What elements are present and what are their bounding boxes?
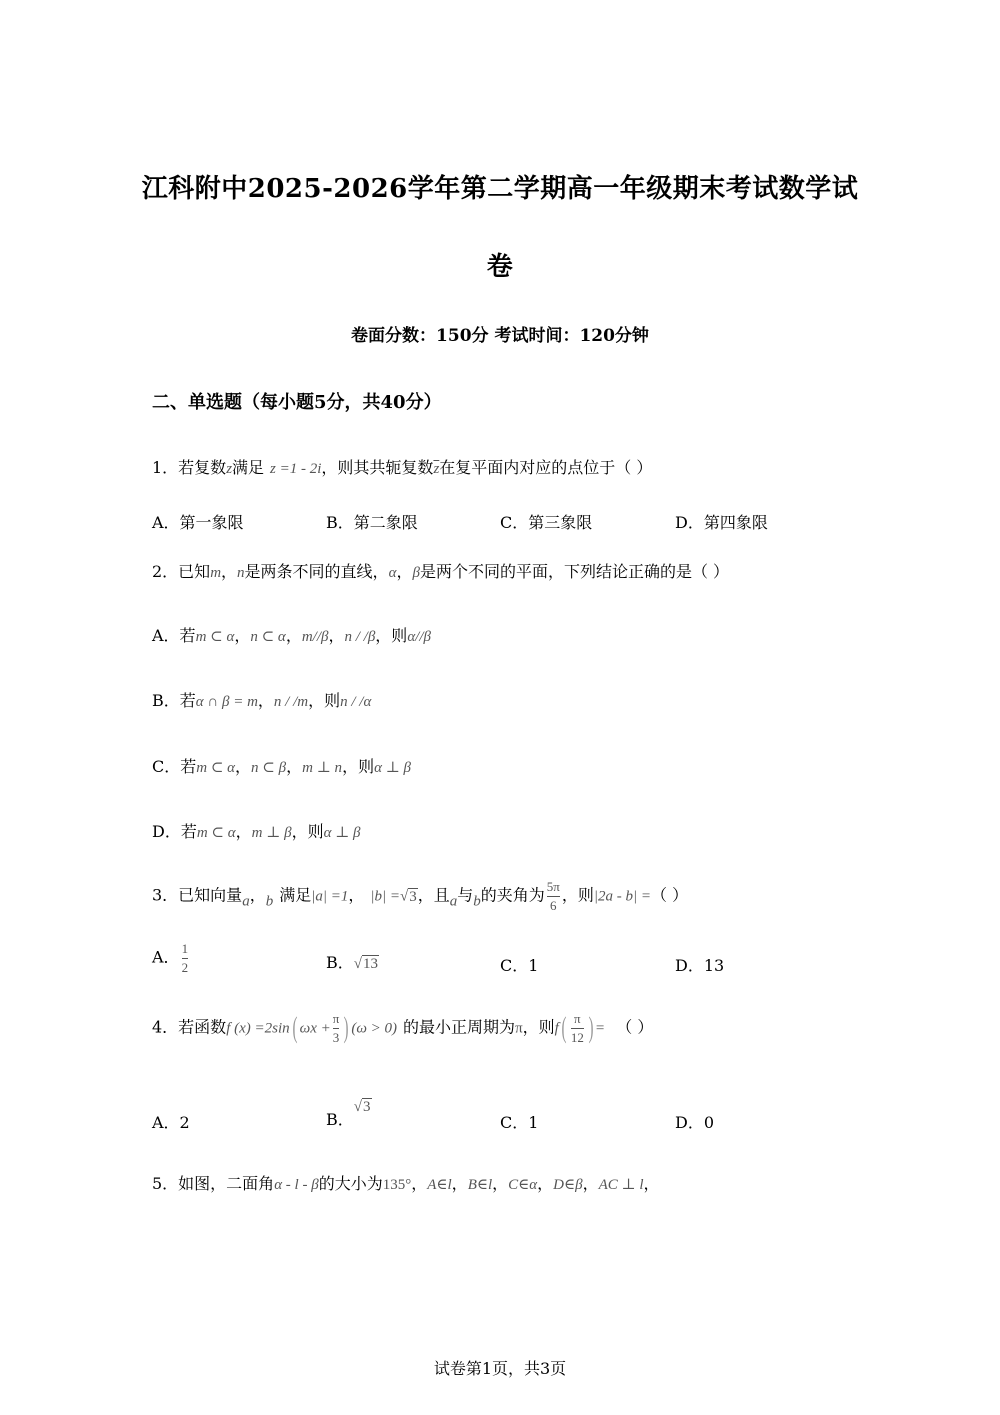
q1-option-d: D．第四象限 [675,513,768,532]
q3-option-d: D．13 [675,956,725,975]
page-footer: 试卷第1页，共3页 [433,1359,567,1378]
question-2: 2．已知m，n是两条不同的直线，α，β是两个不同的平面，下列结论正确的是（ ） [152,562,730,581]
q2-option-c: C．若m ⊂ α，n ⊂ β，m ⊥ n，则α ⊥ β [152,757,412,776]
q4-option-b: B．√3 [326,1099,371,1129]
q1-option-a: A．第一象限 [152,513,244,532]
question-3: 3．已知向量a，b 满足|a| =1， |b| =√3，且a与b的夹角为 $\frac{5\pi}{6}$ ，则|2a - b| =（ ） [152,879,689,913]
question-1: 1．若复数z满足 z =1 - 2i，则其共轭复数$\overline{z}$在复平面内对应的点位于（ ） [152,458,653,477]
q1-option-c: C．第三象限 [500,513,593,532]
q1-option-b: B．第二象限 [326,513,418,532]
q4-option-c: C．1 [500,1113,539,1132]
q3-option-a: A． $\frac{1}{2}$ [152,941,189,975]
q3-option-c: C．1 [500,956,539,975]
question-4: 4．若函数f (x) =2sin( ωx + $\frac{\pi}{3}$ ) (ω > 0) 的最小正周期为π，则f( $\frac{\pi}{12}$ ) = （ ） [152,1010,654,1045]
q2-option-a: A．若m ⊂ α，n ⊂ α，m//β，n / /β，则α//β [152,626,431,645]
question-5: 5．如图，二面角α - l - β的大小为135°，A∈l，B∈l，C∈α，D∈β，AC ⊥ l， [152,1174,660,1193]
q2-option-d: D．若m ⊂ α，m ⊥ β，则α ⊥ β [152,822,361,841]
exam-title-line1: 江科附中2025-2026学年第二学期高一年级期末考试数学试 [141,174,859,204]
q1-equation: z =1 - 2i [270,461,322,477]
section-heading: 二、单选题（每小题5分，共40分） [152,392,442,413]
q2-option-b: B．若α ∩ β = m，n / /m，则n / /α [152,691,372,710]
exam-title-line2: 卷 [486,252,514,282]
q4-option-d: D．0 [675,1113,715,1132]
q3-option-b: B．√13 [326,953,378,972]
q1-conjugate: $\overline{z}$ [433,461,440,477]
q3-angle-fraction: $\frac{5\pi}{6}$ [546,879,560,913]
q3-sqrt: √3 [399,888,417,905]
exam-subtitle: 卷面分数：150分 考试时间：120分钟 [351,326,649,346]
q4-option-a: A．2 [152,1113,190,1132]
